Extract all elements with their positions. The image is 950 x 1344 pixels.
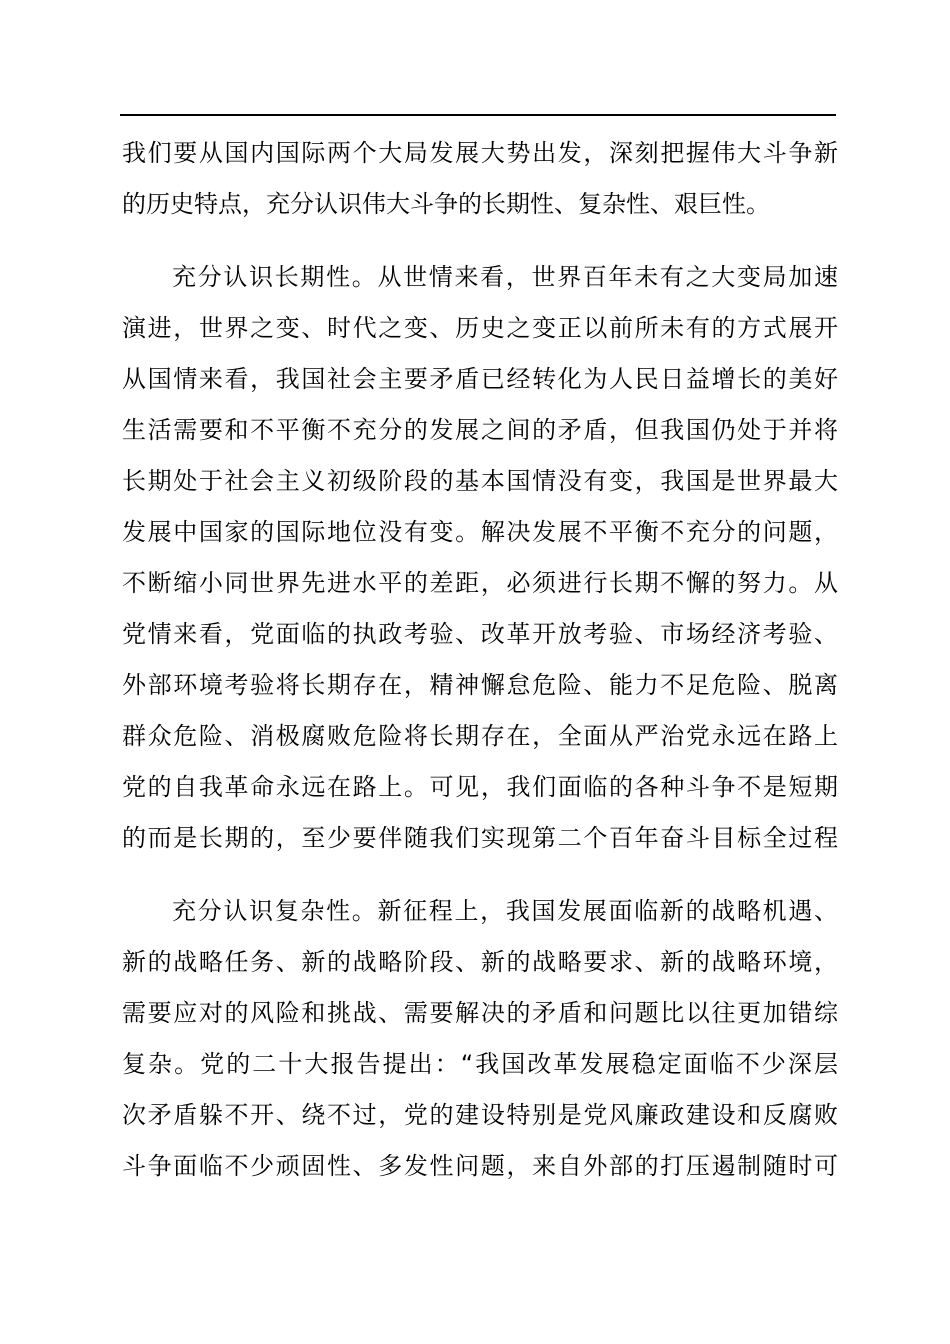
text-line: 充分认识复杂性。新征程上，我国发展面临新的战略机遇、 (172, 897, 838, 925)
text-line: 的历史特点，充分认识伟大斗争的长期性、复杂性、艰巨性。 (122, 190, 770, 218)
text-line: 从国情来看，我国社会主要矛盾已经转化为人民日益增长的美好 (122, 365, 838, 393)
text-line: 长期处于社会主义初级阶段的基本国情没有变，我国是世界最大 (122, 467, 838, 495)
paragraph-gap (122, 864, 838, 886)
text-line: 党的自我革命永远在路上。可见，我们面临的各种斗争不是短期 (122, 773, 838, 801)
text-line: 我们要从国内国际两个大局发展大势出发，深刻把握伟大斗争新 (122, 139, 838, 167)
text-line: 党情来看，党面临的执政考验、改革开放考验、市场经济考验、 (122, 620, 838, 648)
text-line: 外部环境考验将长期存在，精神懈怠危险、能力不足危险、脱离 (122, 671, 838, 699)
paragraph-3 (122, 886, 838, 1192)
text-line: 演进，世界之变、时代之变、历史之变正以前所未有的方式展开 (122, 314, 838, 342)
paragraph-gap (122, 230, 838, 252)
text-line: 充分认识长期性。从世情来看，世界百年未有之大变局加速 (172, 263, 838, 291)
header-rule (120, 114, 836, 116)
text-line: 生活需要和不平衡不充分的发展之间的矛盾，但我国仍处于并将 (122, 416, 838, 444)
text-line: 不断缩小同世界先进水平的差距，必须进行长期不懈的努力。从 (122, 569, 838, 597)
text-line: 群众危险、消极腐败危险将长期存在，全面从严治党永远在路上 (122, 722, 838, 750)
document-body (122, 128, 838, 1192)
text-line: 次矛盾躲不开、绕不过，党的建设特别是党风廉政建设和反腐败 (122, 1101, 838, 1129)
text-line: 复杂。党的二十大报告提出：“我国改革发展稳定面临不少深层 (122, 1050, 838, 1078)
text-line: 需要应对的风险和挑战、需要解决的矛盾和问题比以往更加错综 (122, 999, 838, 1027)
text-line: 新的战略任务、新的战略阶段、新的战略要求、新的战略环境， (122, 948, 838, 976)
paragraph-1 (122, 128, 838, 230)
text-line: 发展中国家的国际地位没有变。解决发展不平衡不充分的问题， (122, 518, 838, 546)
text-line: 的而是长期的，至少要伴随我们实现第二个百年奋斗目标全过程 (122, 824, 838, 852)
paragraph-2 (122, 252, 838, 864)
text-line: 斗争面临不少顽固性、多发性问题，来自外部的打压遏制随时可 (122, 1152, 838, 1180)
